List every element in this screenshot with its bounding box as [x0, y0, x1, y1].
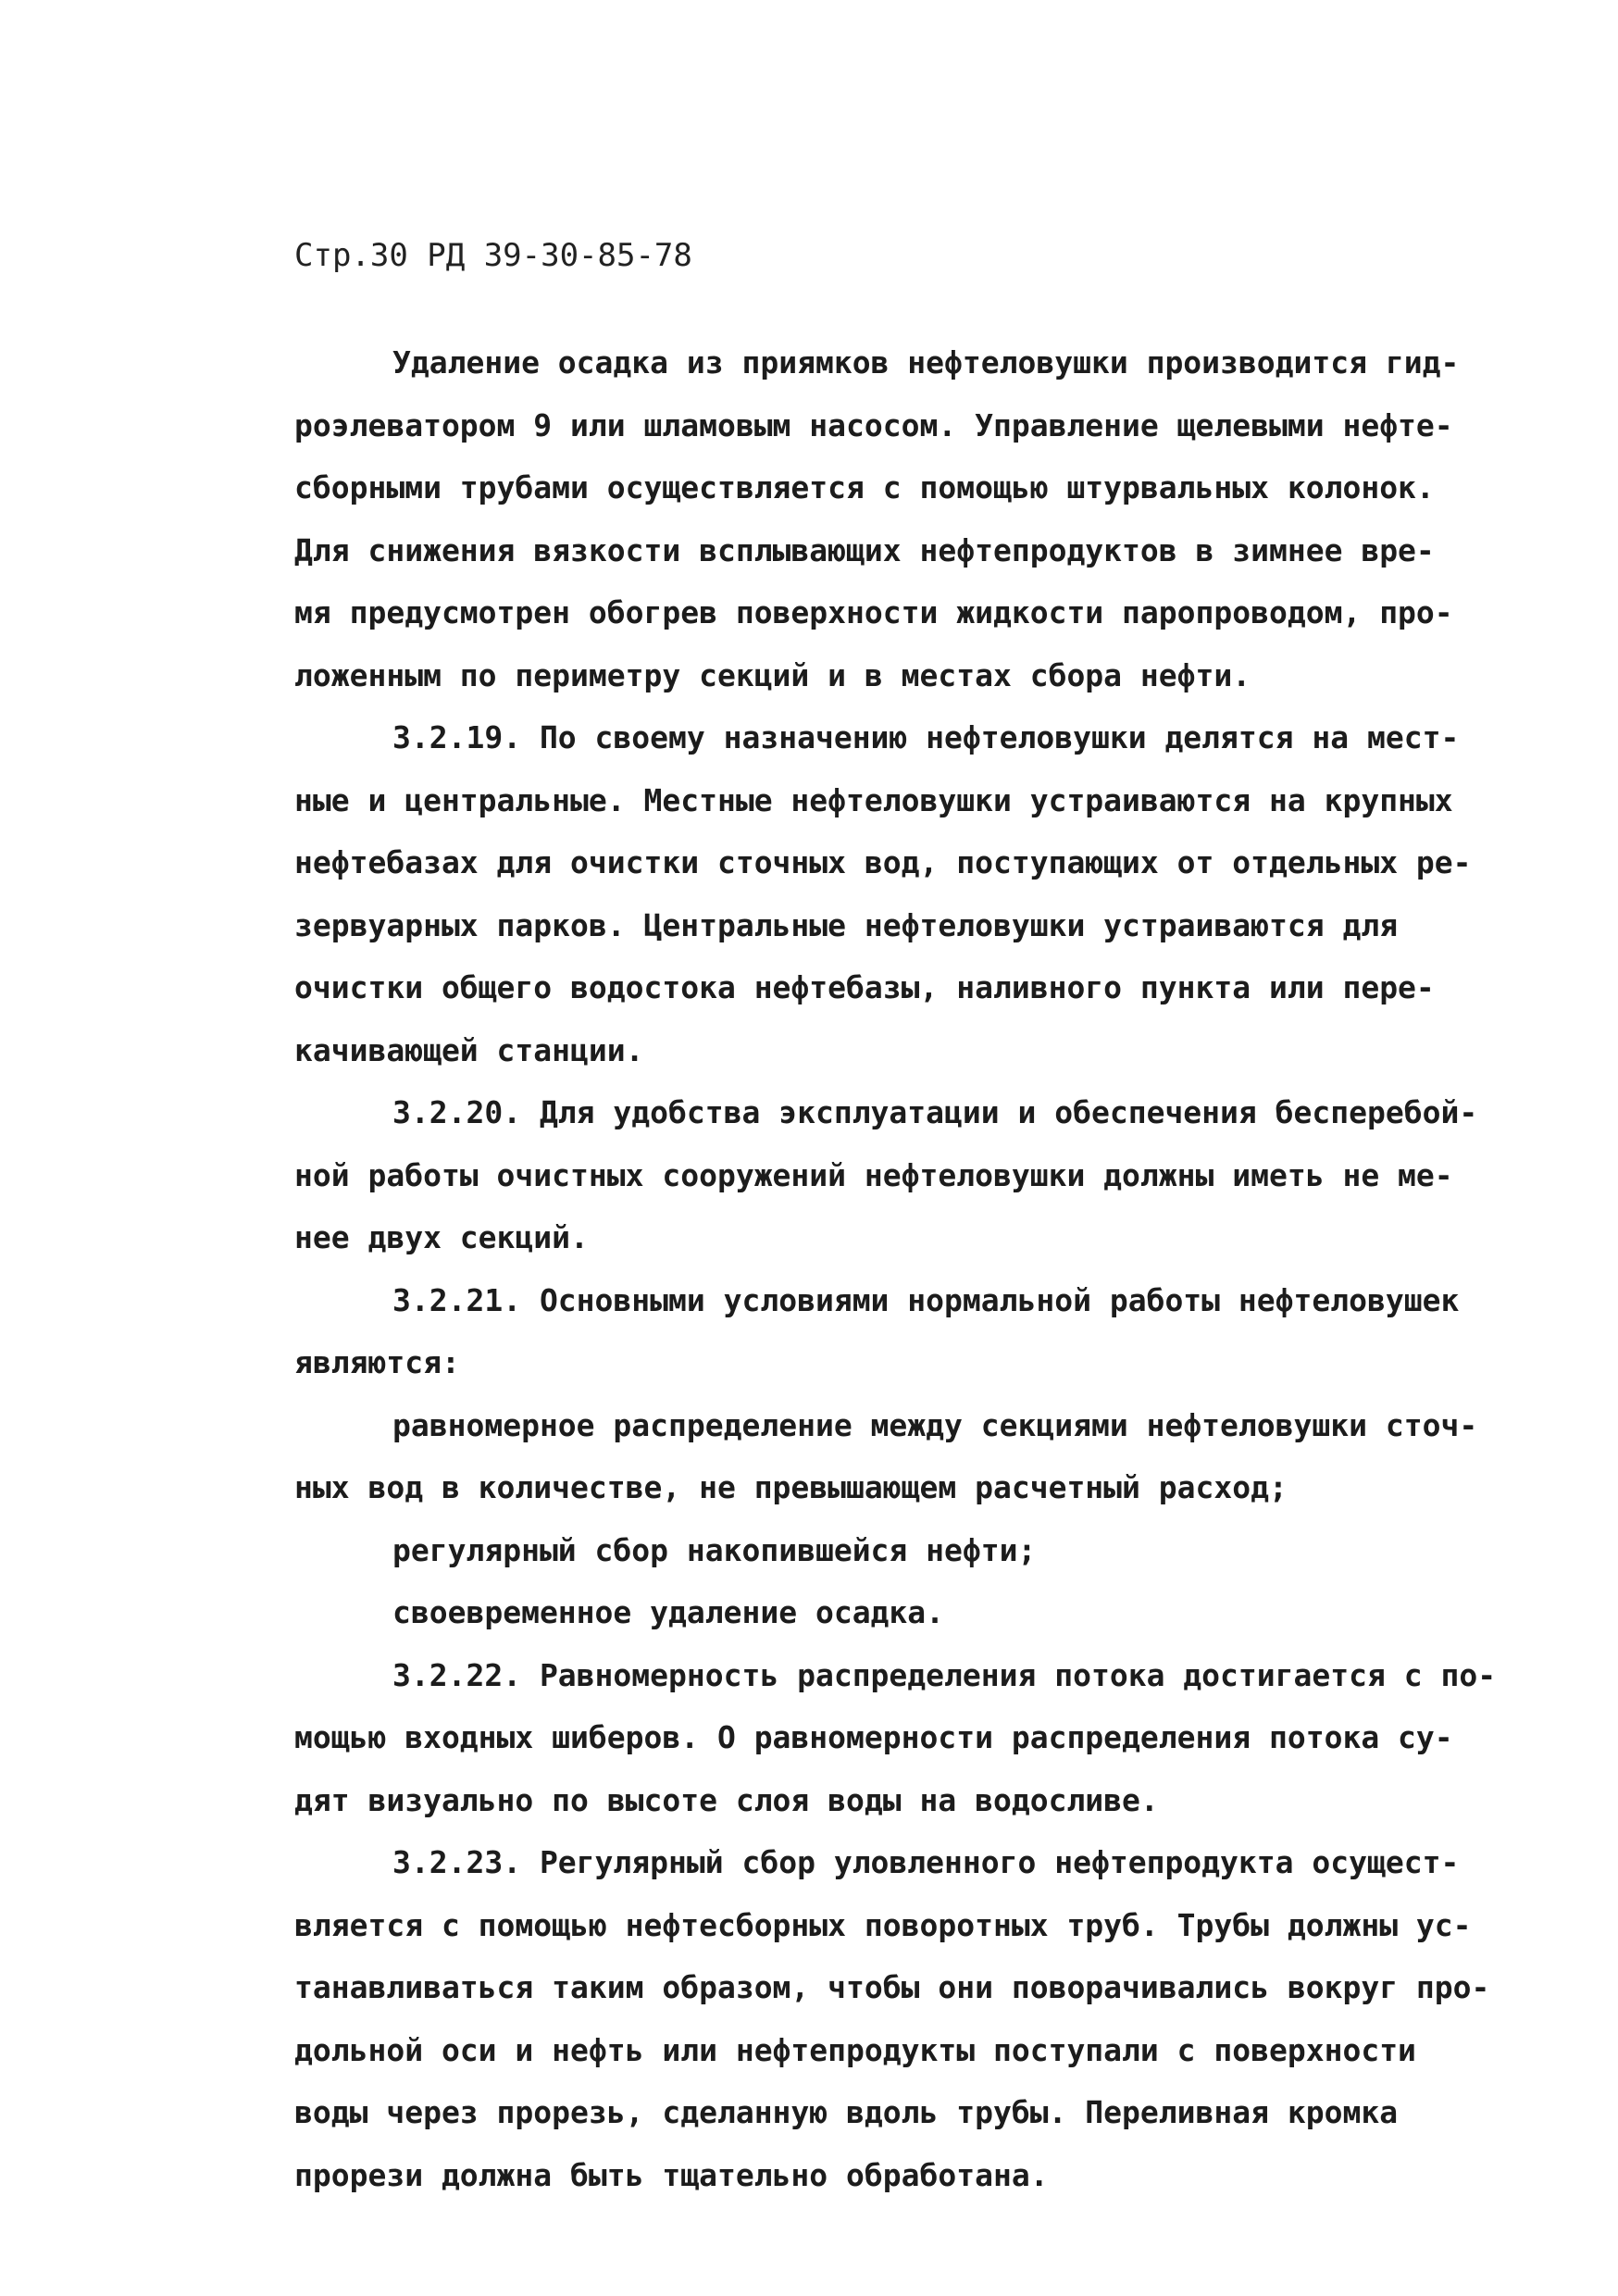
- text-line: нефтебазах для очистки сточных вод, поступающих от отдельных ре-: [294, 844, 1472, 880]
- text-line: нее двух секций.: [294, 1219, 589, 1255]
- text-line: качивающей станции.: [294, 1031, 644, 1068]
- text-line: 3.2.20. Для удобства эксплуатации и обеспечения бесперебой-: [392, 1094, 1478, 1130]
- text-line: 3.2.19. По своему назначению нефтеловушки делятся на мест-: [392, 719, 1460, 755]
- text-line: Удаление осадка из приямков нефтеловушки производится гид-: [392, 344, 1460, 381]
- document-body: [294, 331, 1498, 2206]
- text-line: 3.2.23. Регулярный сбор уловленного нефтепродукта осущест-: [392, 1844, 1460, 1880]
- text-line: ные и центральные. Местные нефтеловушки устраиваются на крупных: [294, 781, 1453, 818]
- text-line: роэлеватором 9 или шламовым насосом. Управление щелевыми нефте-: [294, 406, 1453, 443]
- text-line: Для снижения вязкости всплывающих нефтепродуктов в зимнее вре-: [294, 531, 1435, 568]
- text-line: танавливаться таким образом, чтобы они поворачивались вокруг про-: [294, 1969, 1490, 2005]
- text-line: регулярный сбор накопившейся нефти;: [392, 1531, 1037, 1568]
- text-line: ложенным по периметру секций и в местах сбора нефти.: [294, 656, 1251, 693]
- text-line: сборными трубами осуществляется с помощью штурвальных колонок.: [294, 469, 1435, 505]
- text-line: вляется с помощью нефтесборных поворотных труб. Трубы должны ус-: [294, 1906, 1472, 1943]
- text-line: дят визуально по высоте слоя воды на водосливе.: [294, 1781, 1159, 1818]
- text-line: являются:: [294, 1344, 460, 1380]
- text-line: воды через прорезь, сделанную вдоль трубы. Переливная кромка: [294, 2094, 1399, 2130]
- text-line: 3.2.21. Основными условиями нормальной работы нефтеловушек: [392, 1281, 1460, 1318]
- text-line: равномерное распределение между секциями нефтеловушки сточ-: [392, 1406, 1478, 1443]
- text-line: прорези должна быть тщательно обработана.: [294, 2156, 1049, 2193]
- text-line: очистки общего водостока нефтебазы, наливного пункта или пере-: [294, 969, 1435, 1005]
- text-line: мощью входных шиберов. О равномерности распределения потока су-: [294, 1719, 1453, 1755]
- text-line: дольной оси и нефть или нефтепродукты поступали с поверхности: [294, 2031, 1416, 2068]
- text-line: ной работы очистных сооружений нефтеловушки должны иметь не ме-: [294, 1156, 1453, 1193]
- text-line: своевременное удаление осадка.: [392, 1594, 945, 1630]
- text-line: мя предусмотрен обогрев поверхности жидкости паропроводом, про-: [294, 594, 1453, 630]
- text-line: 3.2.22. Равномерность распределения потока достигается с по-: [392, 1656, 1497, 1693]
- text-line: зервуарных парков. Центральные нефтеловушки устраиваются для: [294, 906, 1399, 943]
- text-line: ных вод в количестве, не превышающем расчетный расход;: [294, 1469, 1288, 1505]
- page-header: Стр.30 РД 39-30-85-78: [294, 237, 692, 274]
